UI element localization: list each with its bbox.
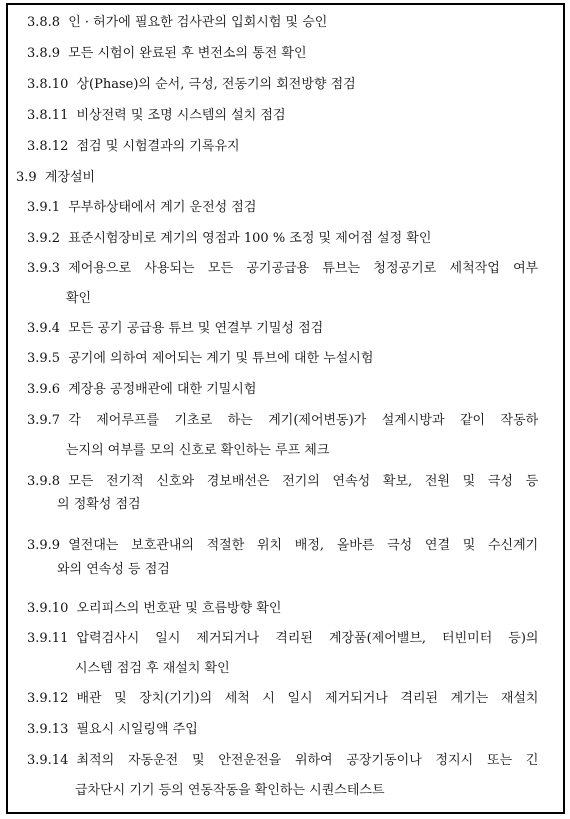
item-number: 3.9.13 bbox=[27, 722, 69, 737]
item-number: 3.9.6 bbox=[27, 382, 61, 397]
list-item bbox=[27, 752, 539, 770]
item-text: 최적의 자동운전 및 안전운전을 위하여 공장기동이나 정지시 또는 긴 bbox=[76, 753, 539, 768]
item-number: 3.9.12 bbox=[27, 691, 69, 706]
item-number: 3.9.7 bbox=[27, 413, 61, 428]
section-number: 3.9 bbox=[16, 170, 37, 185]
list-item bbox=[27, 690, 539, 708]
item-text: 압력검사시 일시 제거되거나 격리된 계장품(제어밸브, 터빈미터 등)의 bbox=[76, 631, 539, 646]
item-text: 공기에 의하여 제어되는 계기 및 튜브에 대한 누설시험 bbox=[68, 351, 374, 366]
item-number: 3.9.4 bbox=[27, 321, 61, 336]
list-item bbox=[27, 412, 538, 430]
item-number: 3.9.1 bbox=[27, 200, 61, 215]
item-text: 인 · 허가에 필요한 검사관의 입회시험 및 승인 bbox=[68, 15, 328, 30]
item-number: 3.9.14 bbox=[27, 753, 69, 768]
list-item bbox=[27, 199, 256, 217]
item-text: 점검 및 시험결과의 기록유지 bbox=[76, 139, 240, 154]
item-continuation: 의 정확성 점검 bbox=[57, 497, 141, 512]
item-number: 3.9.2 bbox=[27, 231, 61, 246]
item-number: 3.8.12 bbox=[27, 139, 69, 154]
item-text: 계장용 공정배관에 대한 기밀시험 bbox=[68, 382, 257, 397]
item-text: 각 제어루프를 기초로 하는 계기(제어변동)가 설계시방과 같이 작동하 bbox=[68, 413, 539, 428]
list-item bbox=[27, 600, 281, 618]
list-item bbox=[27, 14, 327, 32]
list-item bbox=[27, 350, 373, 368]
item-text: 모든 전기적 신호와 경보배선은 전기의 연속성 확보, 전원 및 극성 등 bbox=[68, 474, 539, 489]
item-text: 비상전력 및 조명 시스템의 설치 점검 bbox=[76, 108, 286, 123]
list-item bbox=[27, 320, 323, 338]
item-number: 3.8.11 bbox=[27, 108, 69, 123]
item-text: 상(Phase)의 순서, 극성, 전동기의 회전방향 점검 bbox=[76, 77, 356, 92]
item-text: 필요시 시일링액 주입 bbox=[76, 722, 198, 737]
list-item bbox=[27, 721, 198, 739]
item-text: 배관 및 장치(기기)의 세척 시 일시 제거되거나 격리된 계기는 재설치 bbox=[76, 691, 539, 706]
item-number: 3.9.5 bbox=[27, 351, 61, 366]
section-heading bbox=[16, 169, 95, 187]
list-item bbox=[27, 45, 307, 63]
item-number: 3.9.3 bbox=[27, 261, 61, 276]
item-continuation: 확인 bbox=[66, 291, 92, 306]
item-number: 3.9.8 bbox=[27, 474, 61, 489]
list-item bbox=[27, 76, 356, 94]
item-number: 3.8.10 bbox=[27, 77, 69, 92]
item-number: 3.9.10 bbox=[27, 601, 69, 616]
item-number: 3.8.8 bbox=[27, 15, 61, 30]
list-item bbox=[27, 537, 538, 555]
item-text: 무부하상태에서 계기 운전성 점검 bbox=[68, 200, 257, 215]
item-number: 3.9.9 bbox=[27, 538, 61, 553]
section-title: 계장설비 bbox=[44, 170, 96, 185]
list-item bbox=[27, 473, 538, 491]
list-item bbox=[27, 107, 286, 125]
item-continuation: 와의 연속성 등 점검 bbox=[57, 562, 170, 577]
item-number: 3.9.11 bbox=[27, 631, 69, 646]
list-item bbox=[27, 230, 431, 248]
item-text: 열전대는 보호관내의 적절한 위치 배정, 올바른 극성 연결 및 수신계기 bbox=[68, 538, 539, 553]
item-text: 모든 시험이 완료된 후 변전소의 통전 확인 bbox=[68, 46, 307, 61]
item-text: 제어용으로 사용되는 모든 공기공급용 튜브는 청정공기로 세척작업 여부 bbox=[68, 261, 539, 276]
item-text: 오리피스의 번호판 및 흐름방향 확인 bbox=[76, 601, 282, 616]
list-item bbox=[27, 630, 539, 648]
item-continuation: 시스템 점검 후 재설치 확인 bbox=[75, 661, 230, 676]
list-item bbox=[27, 381, 256, 399]
item-number: 3.8.9 bbox=[27, 46, 61, 61]
list-item bbox=[27, 138, 240, 156]
item-continuation: 급차단시 기기 등의 연동작동을 확인하는 시퀀스테스트 bbox=[75, 783, 385, 798]
list-item bbox=[27, 260, 538, 278]
item-continuation: 는지의 여부를 모의 신호로 확인하는 루프 체크 bbox=[66, 443, 330, 458]
item-text: 표준시험장비로 계기의 영점과 100 % 조정 및 제어점 설정 확인 bbox=[68, 231, 432, 246]
item-text: 모든 공기 공급용 튜브 및 연결부 기밀성 점검 bbox=[68, 321, 324, 336]
